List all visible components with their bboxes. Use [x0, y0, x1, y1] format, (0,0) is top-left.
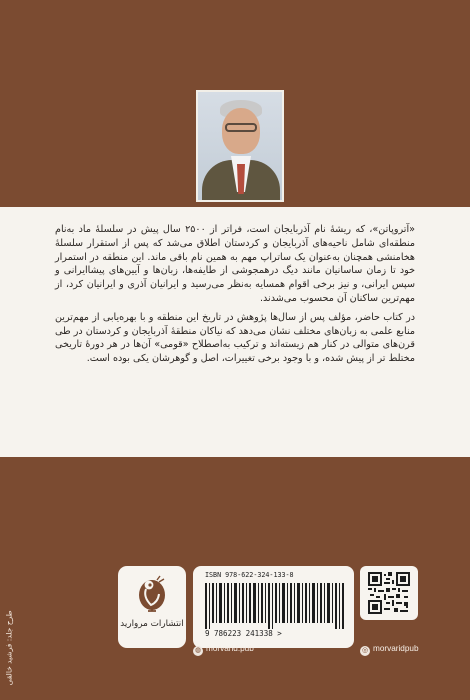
peacock-icon: [135, 574, 169, 612]
publisher-badge: [118, 566, 186, 648]
website-link[interactable]: [193, 644, 254, 656]
qr-code-box: [360, 566, 418, 620]
glasses-icon: [225, 123, 257, 132]
publisher-links: [0, 644, 470, 662]
barcode-number: 9 786223 241338 >: [205, 629, 282, 638]
globe-icon: ◍: [194, 647, 202, 654]
book-description: [55, 223, 415, 371]
publisher-name: انتشارات مروارید: [120, 619, 184, 629]
website-text: morvarid.pub: [206, 644, 254, 653]
instagram-icon: ◎: [361, 647, 369, 654]
instagram-text: morvaridpub: [373, 644, 419, 653]
author-photo: [196, 90, 284, 202]
cover-design-credit: [2, 570, 16, 690]
instagram-link[interactable]: [360, 644, 419, 656]
author-tie: [237, 164, 245, 194]
qr-code-icon: [368, 572, 410, 614]
isbn-barcode-box: [193, 566, 354, 648]
cover-design-credit-text: طرح جلد: فرشید خالقی: [4, 610, 14, 686]
barcode-icon: [205, 583, 345, 629]
description-paragraph-1: «آتروپاتن»، که ریشهٔ نام آذربایجان است، فراتر از ۲۵۰۰ سال پیش در سلسلهٔ ماد به‌نام منطقه‌ای شامل ناحیه‌های آذربایجان و کردستان اطلاق می‌شد که پس از استقرار سلسلهٔ هخامنشی همچنان به‌عنوان یک ساتراپ مهم به همین نام باقی ماند. این منطقه در استمرار خود تا زمان ساسانیان مانند دیگ درهمجوشی از طایفه‌ها، زبان‌ها و آیین‌های پیشاایرانی و سپس ایرانی، و نیز برخی اقوام همسایه به‌نظر می‌رسید و ایرانیان آذری و ایرانیان کرد، از مهم‌ترین ساکنان آن محسوب می‌شدند.: [55, 224, 415, 304]
isbn-label: ISBN 978-622-324-133-8: [205, 571, 294, 579]
description-paragraph-2: در کتاب حاضر، مؤلف پس از سال‌ها پژوهش در تاریخ این منطقه و با بهره‌یابی از مهم‌ترین منابع علمی به زبان‌های مختلف نشان می‌دهد که نیاکان منطقهٔ آذربایجان و کردستان در طی قرن‌های متوالی در کنار هم زیسته‌اند و ترکیب به‌اصطلاح «قومی» آن‌ها در هر دورهٔ تاریخی مختلط تر از پیش شده، و با وجود برخی تغییرات، اصل و گوهرشان یکی بوده است.: [55, 311, 415, 365]
